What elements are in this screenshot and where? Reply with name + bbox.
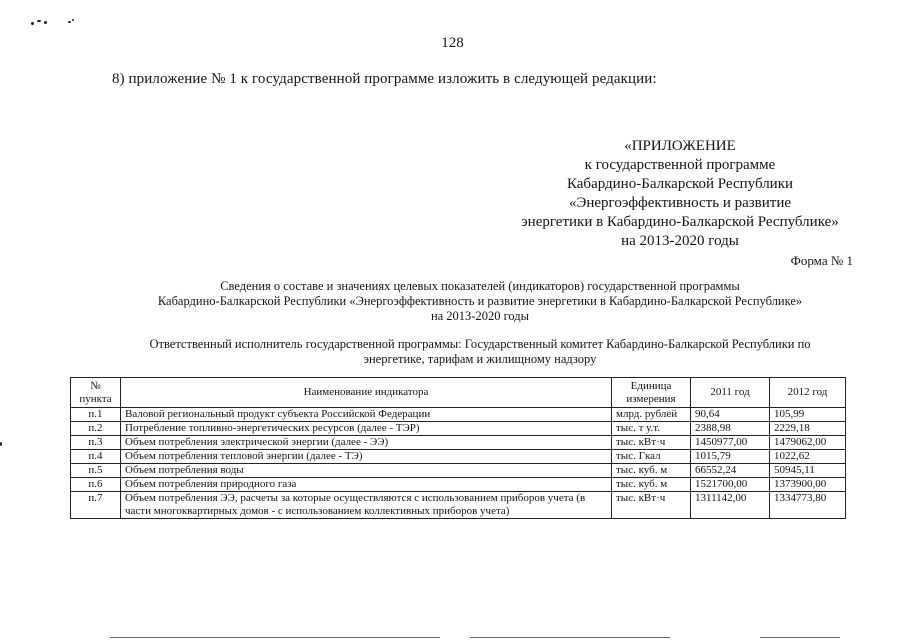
row-number: п.3 [71, 436, 121, 450]
unit: тыс. куб. м [612, 464, 691, 478]
value-2011: 1521700,00 [691, 478, 770, 492]
value-2012: 2229,18 [770, 422, 846, 436]
value-2011: 66552,24 [691, 464, 770, 478]
value-2012: 105,99 [770, 408, 846, 422]
appendix-line: «ПРИЛОЖЕНИЕ [624, 138, 736, 154]
table-row [71, 478, 846, 492]
appendix-line: Кабардино-Балкарской Республики [566, 176, 794, 192]
value-2011: 1311142,00 [691, 492, 770, 519]
table-row [71, 422, 846, 436]
value-2011: 1015,79 [691, 450, 770, 464]
table-row [71, 450, 846, 464]
amendment-intro: 8) приложение № 1 к государственной программе изложить в следующей редакции: [112, 71, 657, 87]
header-indicator-name: Наименование индикатора [121, 378, 612, 408]
value-2012: 1479062,00 [770, 436, 846, 450]
form-label: Форма № 1 [790, 253, 853, 268]
title-line: на 2013-2020 годы [430, 309, 530, 323]
value-2011: 1450977,00 [691, 436, 770, 450]
scan-speck [72, 19, 74, 21]
appendix-line: энергетики в Кабардино-Балкарской Республике» [521, 214, 839, 230]
appendix-line: к государственной программе [584, 157, 776, 173]
table-header-row [71, 378, 846, 408]
header-unit: Единица измерения [612, 378, 691, 408]
header-2011: 2011 год [691, 378, 770, 408]
appendix-line: на 2013-2020 годы [621, 233, 739, 249]
row-number: п.2 [71, 422, 121, 436]
value-2011: 90,64 [691, 408, 770, 422]
scan-speck [68, 21, 71, 23]
indicator-name: Объем потребления электрической энергии (далее - ЭЭ) [121, 436, 612, 450]
unit: тыс. кВт·ч [612, 436, 691, 450]
scan-speck [0, 442, 2, 446]
scan-speck [44, 21, 47, 24]
appendix-line: «Энергоэффективность и развитие [568, 195, 792, 211]
title-line: Кабардино-Балкарской Республики «Энергоэффективность и развитие энергетики в Кабардино-Балкарской Республике» [157, 294, 803, 308]
value-2012: 1334773,80 [770, 492, 846, 519]
indicator-name: Валовой региональный продукт субъекта Российской Федерации [121, 408, 612, 422]
indicator-name: Объем потребления ЭЭ, расчеты за которые осуществляются с использованием приборов учета (в части многоквартирных домов - с использованием коллективных приборов учета) [121, 492, 612, 519]
executor-line: энергетике, тарифам и жилищному надзору [363, 352, 597, 366]
value-2012: 1373900,00 [770, 478, 846, 492]
indicator-name: Объем потребления воды [121, 464, 612, 478]
responsible-executor [80, 337, 880, 367]
row-number: п.4 [71, 450, 121, 464]
executor-line: Ответственный исполнитель государственной программы: Государственный комитет Кабардино-Балкарской Республики по [149, 337, 811, 351]
row-number: п.7 [71, 492, 121, 519]
table-row [71, 464, 846, 478]
table-title [80, 279, 880, 324]
scan-speck [31, 22, 34, 25]
row-number: п.5 [71, 464, 121, 478]
table-row [71, 408, 846, 422]
value-2012: 50945,11 [770, 464, 846, 478]
row-number: п.1 [71, 408, 121, 422]
table-row [71, 436, 846, 450]
indicators-table [70, 377, 846, 519]
title-line: Сведения о составе и значениях целевых показателей (индикаторов) государственной программы [220, 279, 740, 293]
header-2012: 2012 год [770, 378, 846, 408]
row-number: п.6 [71, 478, 121, 492]
indicator-name: Объем потребления природного газа [121, 478, 612, 492]
unit: тыс. т у.т. [612, 422, 691, 436]
unit: тыс. куб. м [612, 478, 691, 492]
unit: тыс. Гкал [612, 450, 691, 464]
indicator-name: Объем потребления тепловой энергии (далее - ТЭ) [121, 450, 612, 464]
value-2012: 1022,62 [770, 450, 846, 464]
table-row [71, 492, 846, 519]
scan-edge-line [760, 637, 840, 638]
scan-edge-line [470, 637, 670, 638]
unit: тыс. кВт·ч [612, 492, 691, 519]
indicator-name: Потребление топливно-энергетических ресурсов (далее - ТЭР) [121, 422, 612, 436]
page-number: 128 [441, 35, 464, 51]
unit: млрд. рублей [612, 408, 691, 422]
appendix-heading [455, 137, 905, 251]
value-2011: 2388,98 [691, 422, 770, 436]
scan-speck [37, 20, 41, 22]
scan-edge-line [110, 637, 440, 638]
header-item-number: № пункта [71, 378, 121, 408]
